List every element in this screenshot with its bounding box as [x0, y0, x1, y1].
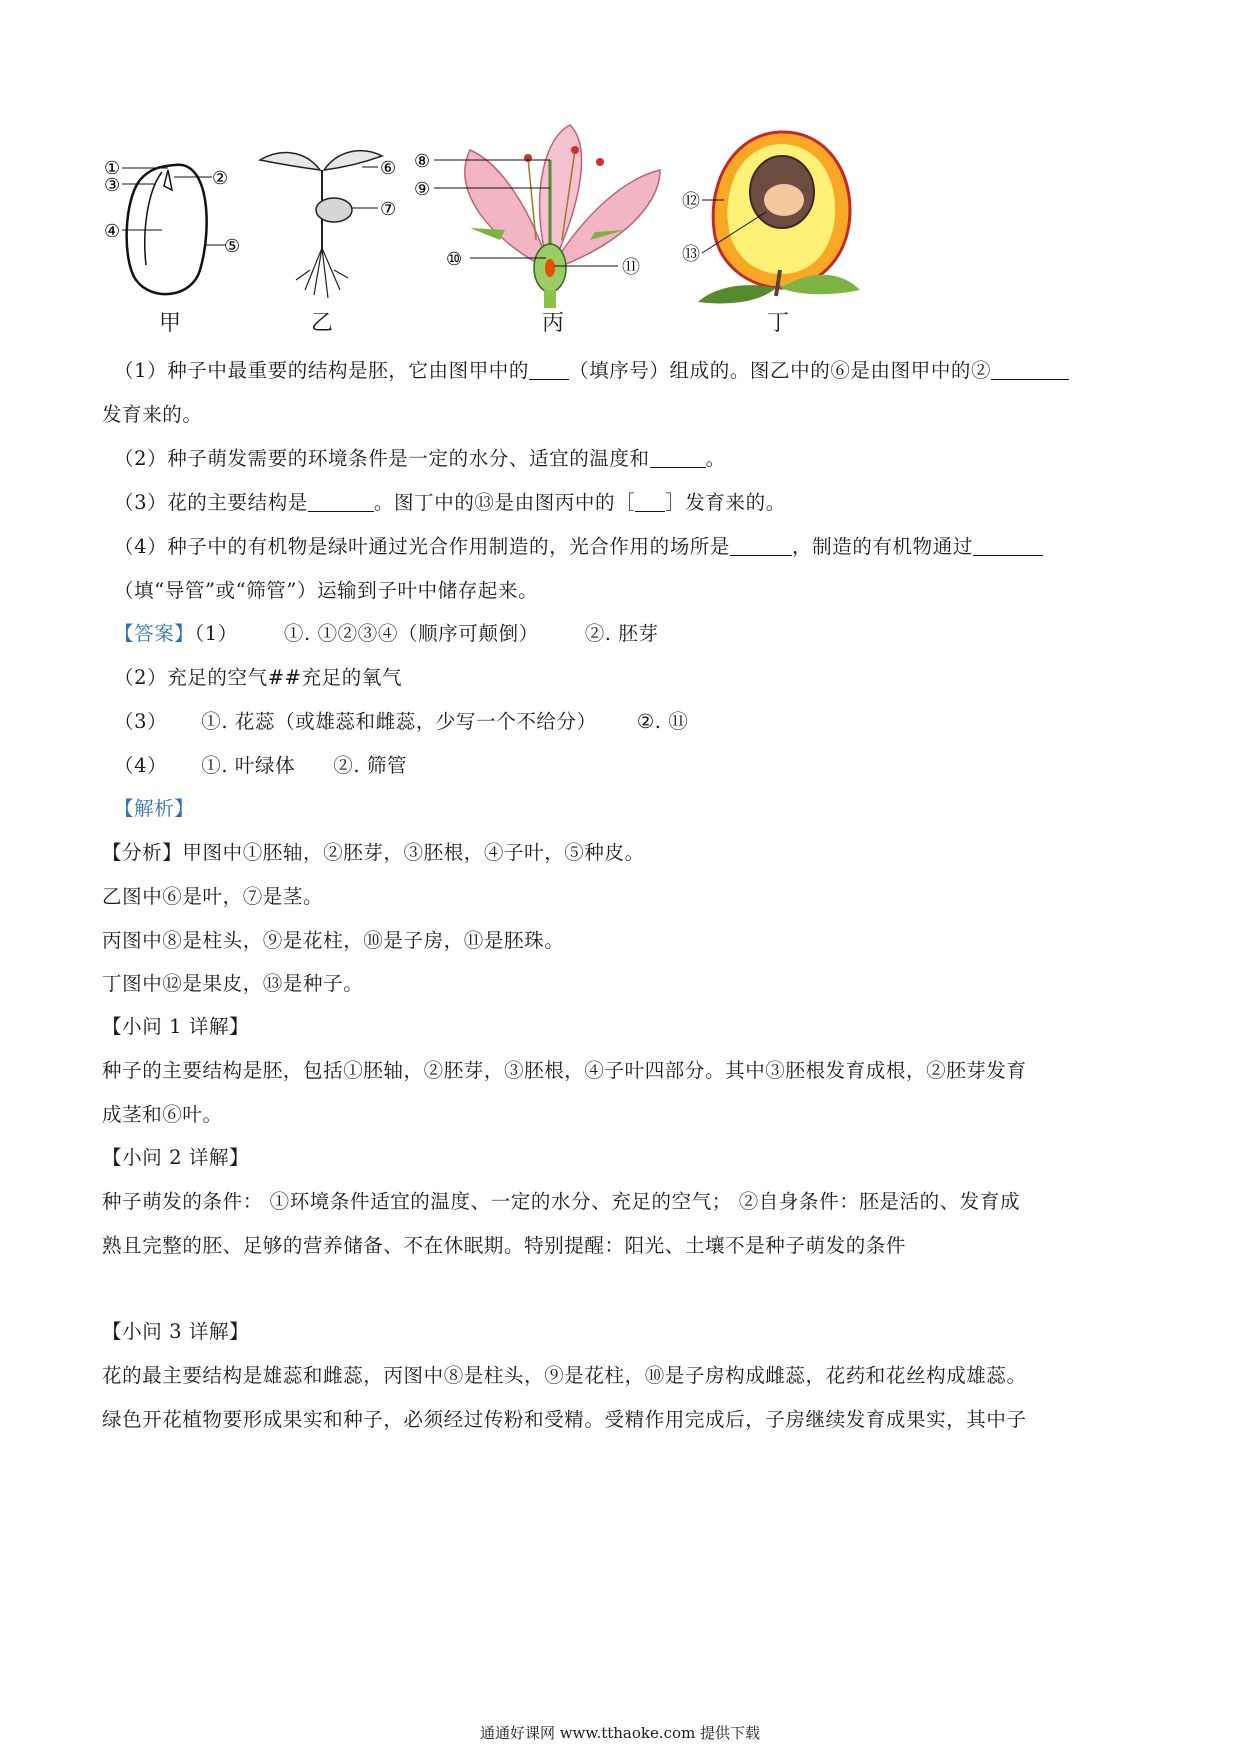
question-3-suffix: ］发育来的。 — [665, 491, 786, 514]
question-4-prefix: （4）种子中的有机物是绿叶通过光合作用制造的，光合作用的场所是 — [114, 535, 731, 558]
answer-4 — [114, 750, 407, 778]
question-4-blank-b — [973, 535, 1043, 556]
figure-ding-fruit — [680, 120, 880, 336]
question-1-blank-a — [529, 359, 569, 380]
label-10: ⑩ — [446, 249, 463, 270]
analysis-line-1: 【分析】甲图中①胚轴，②胚芽，③胚根，④子叶，⑤种皮。 — [102, 841, 645, 864]
figure-jia-seed — [100, 120, 260, 336]
label-6: ⑥ — [380, 158, 397, 179]
seedling-diagram — [250, 120, 410, 310]
question-3-mid: 。图丁中的⑬是由图丙中的［ — [373, 491, 636, 514]
answer-2: （2）充足的空气##充足的氧气 — [114, 666, 403, 689]
answer-1-part-1: ①. ①②③④（顺序可颠倒） — [283, 622, 539, 645]
label-5: ⑤ — [224, 236, 241, 257]
label-12: ⑫ — [682, 191, 700, 212]
label-2: ② — [212, 168, 229, 189]
analysis-line-4: 丁图中⑫是果皮，⑬是种子。 — [102, 972, 364, 995]
question-1-prefix: （1）种子中最重要的结构是胚，它由图甲中的 — [114, 359, 530, 382]
subquestion-1-line-1: 种子的主要结构是胚，包括①胚轴，②胚芽，③胚根，④子叶四部分。其中③胚根发育成根，②胚芽发育 — [102, 1059, 1027, 1082]
question-1-mid: （填序号）组成的。图乙中的⑥是由图甲中的② — [569, 359, 992, 382]
subquestion-3-title: 【小问 3 详解】 — [102, 1320, 250, 1343]
answer-tag: 【答案】 — [114, 622, 195, 645]
label-11: ⑪ — [622, 257, 640, 278]
answer-4-part-1: ①. 叶绿体 — [201, 754, 296, 777]
question-3 — [114, 487, 786, 515]
subquestion-1-title: 【小问 1 详解】 — [102, 1015, 250, 1038]
answer-3-part-2: ②. ⑪ — [636, 710, 689, 733]
label-13: ⑬ — [682, 244, 700, 265]
subquestion-2-line-1: 种子萌发的条件： ①环境条件适宜的温度、一定的水分、充足的空气； ②自身条件：胚是活的、发育成 — [102, 1190, 1021, 1213]
figure-row — [100, 120, 1140, 375]
question-1-blank-b — [991, 359, 1069, 380]
seed-diagram — [100, 120, 260, 310]
figure-bing-flower — [410, 120, 680, 336]
label-9: ⑨ — [414, 179, 431, 200]
answer-4-num: （4） — [114, 754, 168, 777]
subquestion-3-line-1: 花的最主要结构是雄蕊和雌蕊，丙图中⑧是柱头，⑨是花柱，⑩是子房构成雌蕊，花药和花丝构成雄蕊。 — [102, 1364, 1027, 1387]
caption-jia: 甲 — [158, 311, 181, 336]
flower-diagram — [410, 120, 680, 310]
answer-4-part-2: ②. 筛管 — [333, 754, 408, 777]
label-4: ④ — [104, 221, 121, 242]
subquestion-1-line-2: 成茎和⑥叶。 — [102, 1103, 223, 1126]
fruit-diagram — [680, 120, 880, 310]
question-4-blank-a — [730, 535, 792, 556]
question-4-mid: ，制造的有机物通过 — [792, 535, 973, 558]
label-1: ① — [104, 158, 121, 179]
question-2-suffix: 。 — [705, 447, 726, 470]
answer-3-num: （3） — [114, 710, 168, 733]
figure-yi-seedling — [250, 120, 410, 336]
question-2-prefix: （2）种子萌发需要的环境条件是一定的水分、适宜的温度和 — [114, 447, 650, 470]
answer-3-part-1: ①. 花蕊（或雄蕊和雌蕊，少写一个不给分） — [201, 710, 597, 733]
question-2-blank — [650, 447, 706, 468]
label-8: ⑧ — [414, 151, 431, 172]
subquestion-3-line-2: 绿色开花植物要形成果实和种子，必须经过传粉和受精。受精作用完成后，子房继续发育成果实，其中子 — [102, 1408, 1027, 1431]
question-3-blank-b — [635, 491, 665, 512]
question-1-line-2: 发育来的。 — [102, 403, 203, 426]
question-4-line-1 — [114, 531, 1043, 559]
caption-yi: 乙 — [310, 311, 333, 336]
answer-1-part-2: ②. 胚芽 — [584, 622, 659, 645]
question-3-prefix: （3）花的主要结构是 — [114, 491, 308, 514]
analysis-line-2: 乙图中⑥是叶，⑦是茎。 — [102, 885, 324, 908]
caption-ding: 丁 — [766, 311, 789, 336]
answer-1-num: （1） — [194, 622, 238, 645]
label-7: ⑦ — [380, 199, 397, 220]
subquestion-2-line-2: 熟且完整的胚、足够的营养储备、不在休眠期。特别提醒：阳光、土壤不是种子萌发的条件 — [102, 1234, 907, 1257]
subquestion-2-title: 【小问 2 详解】 — [102, 1146, 250, 1169]
page-footer: 通通好课网 www.tthaoke.com 提供下载 — [479, 1724, 761, 1742]
question-1-line-1 — [114, 355, 1069, 383]
caption-bing: 丙 — [541, 311, 564, 336]
question-2 — [114, 443, 726, 471]
answer-1 — [114, 618, 659, 646]
analysis-tag: 【解析】 — [114, 797, 195, 820]
answer-3 — [114, 706, 689, 734]
analysis-line-3: 丙图中⑧是柱头，⑨是花柱，⑩是子房，⑪是胚珠。 — [102, 929, 565, 952]
question-3-blank-a — [308, 491, 374, 512]
question-4-line-2: （填“导管”或“筛管”）运输到子叶中储存起来。 — [114, 579, 539, 602]
label-3: ③ — [104, 175, 121, 196]
